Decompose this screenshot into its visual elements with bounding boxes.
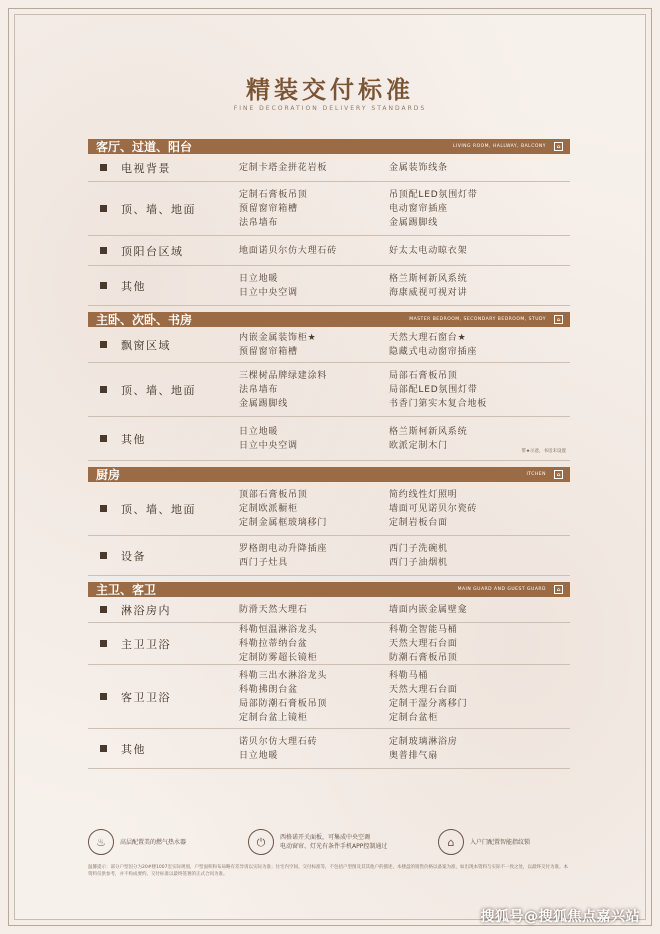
section-header bbox=[88, 467, 570, 482]
spec-item: 金属装饰线条 bbox=[389, 162, 448, 173]
section-badge-icon: ⌂ bbox=[554, 142, 563, 151]
section-title: 客厅、过道、阳台 bbox=[96, 140, 193, 154]
left-items bbox=[239, 161, 389, 175]
row-label: 其他 bbox=[121, 279, 146, 293]
section-english-title: LIVING ROOM, HALLWAY, BALCONY bbox=[452, 144, 546, 149]
right-items bbox=[389, 188, 559, 230]
right-items bbox=[389, 272, 559, 300]
spec-item: 欧派定制木门 bbox=[389, 440, 448, 451]
bullet-square-icon bbox=[100, 505, 107, 512]
section-badge-icon: ⌂ bbox=[554, 585, 563, 594]
spec-item: 格兰斯柯新风系统 bbox=[389, 273, 468, 284]
spec-item: 天然大理石台面 bbox=[389, 684, 458, 695]
left-items bbox=[239, 669, 389, 725]
feature-switch-panel bbox=[248, 829, 438, 855]
spec-item: 防潮石膏板吊顶 bbox=[389, 652, 458, 663]
left-items bbox=[239, 603, 389, 617]
spec-item: 定制金属框玻璃移门 bbox=[239, 517, 328, 528]
row-label: 顶阳台区域 bbox=[121, 244, 184, 258]
table-row bbox=[88, 597, 570, 623]
section-badge-icon: ⌂ bbox=[554, 470, 563, 479]
section-header bbox=[88, 582, 570, 597]
bullet-square-icon bbox=[100, 164, 107, 171]
bullet-square-icon bbox=[100, 282, 107, 289]
spec-item: 好太太电动晾衣架 bbox=[389, 245, 468, 256]
feature-text: 入户门配置智能指纹锁 bbox=[470, 838, 531, 846]
spec-item: 定制台盆柜 bbox=[389, 712, 439, 723]
row-label: 设备 bbox=[121, 549, 146, 563]
spec-item: 法帛墙布 bbox=[239, 384, 279, 395]
spec-item: 日立中央空调 bbox=[239, 440, 298, 451]
row-label: 顶、墙、地面 bbox=[121, 202, 196, 216]
right-items bbox=[389, 542, 559, 570]
spec-item: 科勒拂朗台盆 bbox=[239, 684, 298, 695]
spec-item: 科勒拉蒂纳台盆 bbox=[239, 638, 308, 649]
spec-item: 局部防潮石膏板吊顶 bbox=[239, 698, 328, 709]
left-items bbox=[239, 331, 389, 359]
spec-item: 天然大理石台面 bbox=[389, 638, 458, 649]
section-title: 主卫、客卫 bbox=[96, 583, 157, 597]
left-items bbox=[239, 542, 389, 570]
disclaimer-text: 温馨提示：部分户型因分为20#楼1007室实际规划，户型面积和布局略有差异请以实际为准；住宅内空间、交付标准等，不包括户型图及其其他户的描述，本楼盘的销售价格以备案为准，如出现本资料与实际不一致之处，以最终交付为准。本资料仅供参考，并不构成要约。交付标准以最终签署的正式合同为准。 bbox=[88, 865, 568, 877]
bullet-square-icon bbox=[100, 552, 107, 559]
table-row bbox=[88, 729, 570, 769]
table-row bbox=[88, 327, 570, 363]
spec-item: 局部配LED氛围灯带 bbox=[389, 384, 478, 395]
power-panel-icon: ⏻ bbox=[248, 829, 274, 855]
feature-water-heater bbox=[88, 829, 248, 855]
spec-item: 预留窗帘箱槽 bbox=[239, 203, 298, 214]
smart-lock-icon: ⌂ bbox=[438, 829, 464, 855]
spec-item: 定制干湿分离移门 bbox=[389, 698, 468, 709]
spec-item: 书香门第实木复合地板 bbox=[389, 398, 488, 409]
spec-item: 定制欧派橱柜 bbox=[239, 503, 298, 514]
row-note: 带★示意，书房未设置 bbox=[521, 449, 566, 454]
row-label: 主卫卫浴 bbox=[121, 637, 171, 651]
spec-item: 地面诺贝尔仿大理石砖 bbox=[239, 245, 338, 256]
spec-item: 定制防雾超长镜柜 bbox=[239, 652, 318, 663]
row-label: 顶、墙、地面 bbox=[121, 383, 196, 397]
right-items bbox=[389, 488, 559, 530]
spec-item: 日立地暖 bbox=[239, 426, 279, 437]
spec-item: 内嵌金属装饰柜★ bbox=[239, 332, 317, 343]
spec-item: 日立地暖 bbox=[239, 273, 279, 284]
table-row bbox=[88, 266, 570, 306]
section-header bbox=[88, 139, 570, 154]
spec-item: 局部石膏板吊顶 bbox=[389, 370, 458, 381]
page-title: 精装交付标准 bbox=[246, 75, 414, 104]
spec-item: 科勒马桶 bbox=[389, 670, 429, 681]
bullet-square-icon bbox=[100, 205, 107, 212]
row-label: 飘窗区域 bbox=[121, 338, 171, 352]
left-items bbox=[239, 425, 389, 453]
section-header bbox=[88, 312, 570, 327]
bullet-square-icon bbox=[100, 247, 107, 254]
spec-item: 简约线性灯照明 bbox=[389, 489, 458, 500]
page-subtitle: FINE DECORATION DELIVERY STANDARDS bbox=[233, 105, 427, 112]
left-items bbox=[239, 188, 389, 230]
spec-item: 西门子油烟机 bbox=[389, 557, 448, 568]
row-label: 顶、墙、地面 bbox=[121, 502, 196, 516]
section-title: 厨房 bbox=[96, 468, 121, 482]
table-row bbox=[88, 363, 570, 417]
right-items bbox=[389, 623, 559, 665]
left-items bbox=[239, 244, 389, 258]
spec-item: 日立中央空调 bbox=[239, 287, 298, 298]
spec-item: 西门子洗碗机 bbox=[389, 543, 448, 554]
section-english-title: MASTER BEDROOM, SECONDARY BEDROOM, STUDY bbox=[409, 317, 546, 322]
spec-item: 奥普排气扇 bbox=[389, 750, 439, 761]
right-items bbox=[389, 161, 559, 175]
table-row bbox=[88, 665, 570, 729]
spec-item: 日立地暖 bbox=[239, 750, 279, 761]
bullet-square-icon bbox=[100, 606, 107, 613]
spec-item: 隐藏式电动窗帘插座 bbox=[389, 346, 478, 357]
water-heater-icon: ♨ bbox=[88, 829, 114, 855]
left-items bbox=[239, 272, 389, 300]
right-items bbox=[389, 669, 559, 725]
right-items bbox=[389, 331, 559, 359]
bullet-square-icon bbox=[100, 386, 107, 393]
bullet-square-icon bbox=[100, 341, 107, 348]
spec-item: 科勒三出水淋浴龙头 bbox=[239, 670, 328, 681]
spec-item: 顶部石膏板吊顶 bbox=[239, 489, 308, 500]
table-row bbox=[88, 482, 570, 536]
row-label: 其他 bbox=[121, 432, 146, 446]
section-title: 主卧、次卧、书房 bbox=[96, 313, 193, 327]
spec-item: 定制卡塔金拼花岩板 bbox=[239, 162, 328, 173]
spec-item: 诺贝尔仿大理石砖 bbox=[239, 736, 318, 747]
spec-item: 格兰斯柯新风系统 bbox=[389, 426, 468, 437]
spec-item: 吊顶配LED氛围灯带 bbox=[389, 189, 478, 200]
section-badge-icon: ⌂ bbox=[554, 315, 563, 324]
right-items bbox=[389, 369, 559, 411]
spec-item: 三棵树品牌绿建涂料 bbox=[239, 370, 328, 381]
feature-smart-lock bbox=[438, 829, 570, 855]
right-items bbox=[389, 244, 559, 258]
left-items bbox=[239, 735, 389, 763]
table-row bbox=[88, 182, 570, 236]
spec-item: 预留窗帘箱槽 bbox=[239, 346, 298, 357]
bullet-square-icon bbox=[100, 693, 107, 700]
spec-item: 定制玻璃淋浴房 bbox=[389, 736, 458, 747]
spec-item: 定制岩板台面 bbox=[389, 517, 448, 528]
right-items bbox=[389, 735, 559, 763]
section-english-title: MAIN GUARD AND GUEST GUARD bbox=[457, 587, 546, 592]
spec-item: 海康威视可视对讲 bbox=[389, 287, 468, 298]
spec-item: 罗格朗电动升降插座 bbox=[239, 543, 328, 554]
feature-text: 西格诺开关面板，可集成中央空调 电动窗帘、灯光有条件手机APP控制通过 bbox=[280, 834, 388, 850]
spec-item: 金属踢脚线 bbox=[239, 398, 289, 409]
table-row bbox=[88, 236, 570, 266]
row-label: 客卫卫浴 bbox=[121, 690, 171, 704]
features-bar bbox=[88, 826, 570, 858]
left-items bbox=[239, 369, 389, 411]
watermark: 搜狐号@搜狐焦点嘉兴站 bbox=[480, 909, 640, 925]
spec-item: 防滑天然大理石 bbox=[239, 604, 308, 615]
row-label: 淋浴房内 bbox=[121, 603, 171, 617]
left-items bbox=[239, 623, 389, 665]
bullet-square-icon bbox=[100, 640, 107, 647]
table-row bbox=[88, 623, 570, 665]
table-row bbox=[88, 536, 570, 576]
left-items bbox=[239, 488, 389, 530]
spec-item: 金属踢脚线 bbox=[389, 217, 439, 228]
row-label: 电视背景 bbox=[121, 161, 171, 175]
spec-item: 定制石膏板吊顶 bbox=[239, 189, 308, 200]
feature-text: 高层配置美的燃气热水器 bbox=[120, 838, 187, 846]
bullet-square-icon bbox=[100, 745, 107, 752]
spec-item: 法帛墙布 bbox=[239, 217, 279, 228]
spec-item: 墙面可见诺贝尔瓷砖 bbox=[389, 503, 478, 514]
section-english-title: ITCHEN bbox=[526, 472, 546, 477]
spec-item: 科勒恒温淋浴龙头 bbox=[239, 624, 318, 635]
spec-item: 定制台盆上镜柜 bbox=[239, 712, 308, 723]
bullet-square-icon bbox=[100, 435, 107, 442]
table-row bbox=[88, 154, 570, 182]
spec-item: 电动窗帘插座 bbox=[389, 203, 448, 214]
row-label: 其他 bbox=[121, 742, 146, 756]
spec-item: 天然大理石窗台★ bbox=[389, 332, 467, 343]
table-row bbox=[88, 417, 570, 461]
spec-item: 西门子灶具 bbox=[239, 557, 289, 568]
spec-item: 科勒全智能马桶 bbox=[389, 624, 458, 635]
standards-table bbox=[88, 139, 570, 773]
spec-item: 墙面内嵌金属壁龛 bbox=[389, 604, 468, 615]
right-items bbox=[389, 603, 559, 617]
